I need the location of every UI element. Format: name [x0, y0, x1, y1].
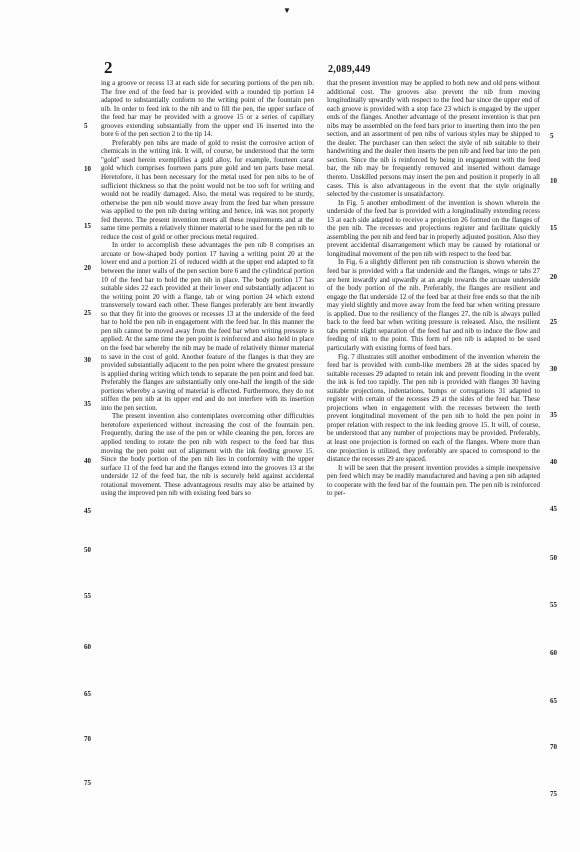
line-number: 15	[84, 222, 91, 230]
patent-number: 2,089,449	[328, 64, 371, 75]
left-paragraph: ing a groove or recess 13 at each side for securing portions of the pen nib. The free end of the feed bar is provided with a rounded tip portion 14 adapted to substantially conform to the writing point of the fountain pen nib. In order to feed ink to the nib and to fill the pen, the upper surface of the feed bar may be provided with a groove 15 or a series of capillary grooves extending substantially from the upper end 16 inserted into the bore 6 of the pen section 2 to the tip 14.	[101, 79, 314, 139]
line-number: 50	[84, 546, 91, 554]
top-mark: ▼	[283, 6, 291, 15]
line-number: 40	[550, 458, 557, 466]
line-number: 30	[84, 356, 91, 364]
line-number: 65	[84, 690, 91, 698]
line-number: 75	[84, 779, 91, 787]
line-number: 45	[84, 507, 91, 515]
page-number: 2	[104, 58, 113, 77]
right-paragraph: In Fig. 6 a slightly different pen nib construction is shown wherein the feed bar is provided with a flat underside and the flanges, wings or tabs 27 are bent inwardly and upwardly at an angle towards the arcuate underside of the body portion of the nib. Preferably, the flanges are resilient and engage the flat underside 12 of the feed bar at their free ends so that the nib may yield slightly and move away from the feed bar when writing pressure is applied. Due to the resiliency of the flanges 27, the nib is always pulled back to the feed bar when writing pressure is released. Also, the resilient tabs permit slight separation of the feed bar and nib to induce the flow and feeding of ink to the point. This form of pen nib is adapted to be used particularly with existing forms of feed bars.	[327, 258, 540, 352]
line-number: 70	[550, 743, 557, 751]
left-column	[101, 79, 314, 498]
left-paragraph: Preferably pen nibs are made of gold to resist the corrosive action of chemicals in the writing ink. It will, of course, be understood that the term "gold" used herein exemplifies a gold alloy, for example, fourteen carat gold which comprises fourteen parts pure gold and ten parts base metal. Heretofore, it has been necessary for the metal used for pen nibs to be of sufficient thickness so that the point would not be too soft for writing and would not be readily damaged. Also, the metal was required to be sturdy, otherwise the pen nib would move away from the feed bar when pressure was applied to the pen nib during writing and hence, ink was not properly fed thereto. The present invention meets all these requirements and at the same time permits a relatively thinner material to be used for the pen nib to reduce the cost of gold or other precious metal required.	[101, 138, 314, 241]
line-number: 45	[550, 505, 557, 513]
right-column	[327, 79, 540, 498]
left-paragraph: The present invention also contemplates overcoming other difficulties heretofore experienced without increasing the cost of the fountain pen. Frequently, during the use of the pen or while cleaning the pen, forces are applied tending to rotate the pen nib with respect to the feed bar thus moving the pen point out of alignment with the ink feeding groove 15. Since the body portion of the pen nib lies in conformity with the upper surface 11 of the feed bar and the flanges extend into the grooves 13 at the underside 12 of the feed bar, the nib is securely held against accidental rotational movement. These advantageous results may also be attained by using the improved pen nib with existing feed bars so	[101, 412, 314, 498]
line-number: 20	[550, 273, 557, 281]
line-number: 5	[550, 132, 554, 140]
line-number: 60	[550, 649, 557, 657]
right-paragraph: Fig. 7 illustrates still another embodiment of the invention wherein the feed bar is provided with comb-like members 28 at the sides spaced by suitable recesses 29 adapted to retain ink and prevent flooding in the event the ink is fed too rapidly. The pen nib is provided with flanges 30 having suitable projections, indentations, bumps or corrugations 31 adapted to register with certain of the recesses 29 at the sides of the feed bar. These projections when in engagement with the recesses between the teeth prevent longitudinal movement of the pen nib to hold the pen point in proper relation with respect to the ink feeding groove 15. It will, of course, be understood that any number of projections may be provided. Preferably, at least one projection is formed on each of the flanges. Where more than one projection is utilized, they preferably are spaced to correspond to the distance the recesses 29 are spaced.	[327, 352, 540, 464]
line-number: 55	[84, 592, 91, 600]
line-number: 60	[84, 643, 91, 651]
line-number: 25	[550, 318, 557, 326]
left-paragraph: In order to accomplish these advantages the pen nib 8 comprises an arcuate or bow-shaped body portion 17 having a writing point 20 at the lower end and a portion 21 of reduced width at the upper end adapted to fit between the inner walls of the pen section bore 6 and the cylindrical portion 10 of the feed bar to hold the pen nib in place. The body portion 17 has suitable sides 22 each provided at their lower end substantially adjacent to the writing point 20 with a flange, tab or wing portion 24 which extend transversely toward each other. These flanges preferably are bent inwardly so that they fit into the grooves or recesses 13 at the underside of the feed bar to hold the pen nib in engagement with the feed bar. In this manner the pen nib cannot be moved away from the feed bar when writing pressure is applied. At the same time the pen point is reinforced and also held in place on the feed bar whereby the nib may be made of relatively thinner material to save in the cost of gold. Another feature of the flanges is that they are provided substantially adjacent to the pen point where the greatest pressure is applied during writing which tends to separate the pen point and feed bar. Preferably the flanges are substantially only one-half the length of the side portions whereby a saving of material is effected. Furthermore, they do not stiffen the pen nib at its upper end and do not interfere with its insertion into the pen section.	[101, 241, 314, 412]
line-number: 30	[550, 365, 557, 373]
right-paragraph: that the present invention may be applied to both new and old pens without additional cost. The grooves also prevent the nib from moving longitudinally upwardly with respect to the feed bar since the upper end of each groove is provided with a stop face 23 which is engaged by the upper ends of the flanges. Another advantage of the present invention is that pen nibs may be assembled on the feed bars prior to inserting them into the pen section, and an assortment of pen nibs of various styles may be shipped to the dealer. The purchaser can then select the style of nib suitable to their handwriting and the dealer then inserts the pen nib and feed bar into the pen section. Since the nib is reinforced by being in engagement with the feed bar, the nib may be frequently removed and inserted without damage thereto. Unskilled persons may insert the pen and position it properly in all cases. This is also advantageous in the event that the style originally selected by the customer is unsatisfactory.	[327, 79, 540, 199]
line-number: 10	[550, 177, 557, 185]
line-number: 35	[550, 411, 557, 419]
line-number: 20	[84, 264, 91, 272]
line-number: 10	[84, 165, 91, 173]
line-number: 50	[550, 554, 557, 562]
line-number: 65	[550, 697, 557, 705]
line-number: 40	[84, 457, 91, 465]
line-number: 55	[550, 601, 557, 609]
line-number: 75	[550, 790, 557, 798]
line-number: 70	[84, 735, 91, 743]
line-number: 35	[84, 400, 91, 408]
line-number: 25	[84, 309, 91, 317]
right-paragraph: In Fig. 5 another embodiment of the invention is shown wherein the underside of the feed bar is provided with a longitudinally extending recess 13 at each side adapted to receive a projection 26 formed on the flanges of the pen nib. The recesses and projections register and facilitate quickly assembling the pen nib and feed bar in properly adjusted position. Also they prevent accidental disarrangement which may be caused by rotational or longitudinal movement of the pen nib with respect to the feed bar.	[327, 198, 540, 258]
line-number: 5	[84, 122, 88, 130]
line-number: 15	[550, 224, 557, 232]
right-paragraph: It will be seen that the present invention provides a simple inexpensive pen feed which may be readily manufactured and having a pen nib adapted to cooperate with the feed bar of the fountain pen. The pen nib is reinforced to per-	[327, 463, 540, 498]
